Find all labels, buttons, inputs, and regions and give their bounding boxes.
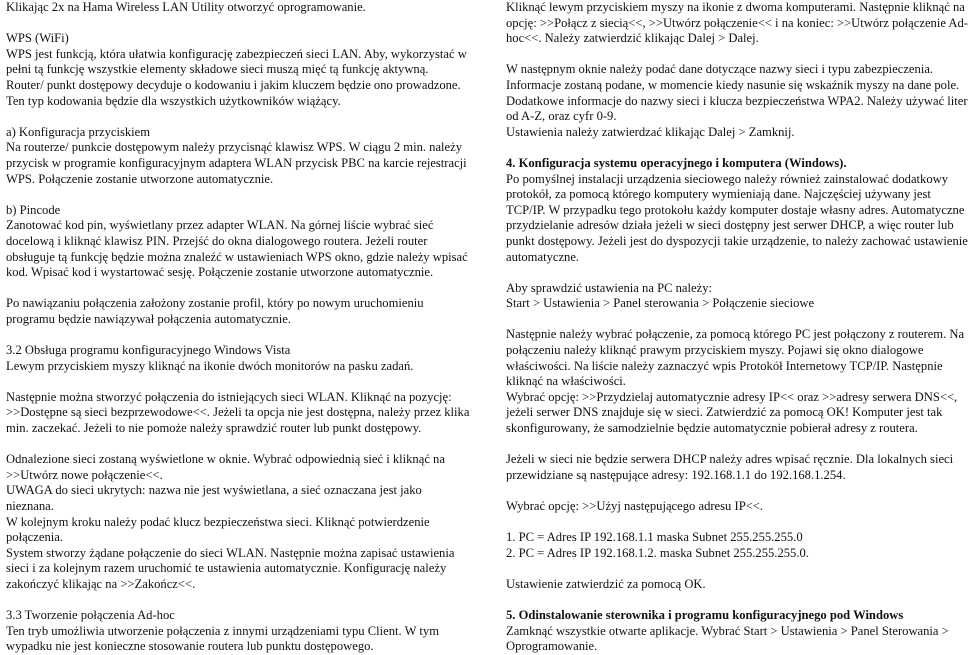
text-line: właściwości. Na liście należy zaznaczyć wpis Protokół Internetowy TCP/IP. Następnie xyxy=(506,358,943,373)
uninstall-paragraph xyxy=(506,624,956,655)
section-heading: 3.2 Obsługa programu konfiguracyjnego Windows Vista xyxy=(6,343,291,358)
text-line: Ten tryb umożliwia utworzenie połączenia z innymi urządzeniami typu Client. W tym xyxy=(6,623,440,638)
confirm-paragraph xyxy=(506,577,956,593)
text-line: Klikając 2x na Hama Wireless LAN Utility otworzyć oprogramowanie. xyxy=(6,0,366,14)
text-line: punkt dostępowy. Jeżeli jest do dyspozycji takie urządzenie, to należy zachować ustawienie xyxy=(506,233,968,248)
text-line: kliknąć na właściwości. xyxy=(506,374,626,389)
text-line: Zanotować kod pin, wyświetlany przez adapter WLAN. Na górnej liście wybrać sieć xyxy=(6,218,434,233)
text-line: Następnie należy wybrać połączenie, za pomocą którego PC jest połączony z routerem. Na xyxy=(506,327,965,342)
list-item: 1. PC = Adres IP 192.168.1.1 maska Subnet 255.255.255.0 xyxy=(506,530,803,545)
text-line: Router/ punkt dostępowy decyduje o kodowaniu i jakim kluczem będzie ono prowadzone. xyxy=(6,77,461,92)
text-line: Po nawiązaniu połączenia założony zostanie profil, który po nowym uruchomieniu xyxy=(6,296,424,311)
subsection-label: b) Pincode xyxy=(6,202,61,217)
text-line: Wybrać opcję: >>Użyj następującego adresu IP<<. xyxy=(506,499,764,513)
text-line: Ustawienie zatwierdzić za pomocą OK. xyxy=(506,576,706,591)
wps-paragraph xyxy=(6,31,476,109)
text-line: połączenia. xyxy=(6,530,63,545)
text-line: Kliknąć lewym przyciskiem myszy na ikonie z dwoma komputerami. Następnie kliknąć na xyxy=(506,0,965,14)
text-line: Oprogramowanie. xyxy=(506,639,598,654)
adhoc-paragraph xyxy=(6,608,476,655)
adhoc-steps-paragraph xyxy=(506,0,968,47)
text-line: hoc<<. Należy zatwierdzić klikając Dalej > Dalej. xyxy=(506,31,759,46)
menu-path: Start > Ustawienia > Panel sterowania > Połączenie sieciowe xyxy=(506,296,815,311)
text-line: nieznana. xyxy=(6,499,54,513)
section-4-heading: 4. Konfiguracja systemu operacyjnego i komputera (Windows). xyxy=(506,155,847,170)
list-item: 2. PC = Adres IP 192.168.1.2. maska Subnet 255.255.255.0. xyxy=(506,545,809,560)
text-line: przewidziane są następujące adresy: 192.168.1.1 do 192.168.1.254. xyxy=(506,467,846,482)
section-heading: 3.3 Tworzenie połączenia Ad-hoc xyxy=(6,608,175,623)
text-line: od A-Z, oraz cyfr 0-9. xyxy=(506,109,617,124)
text-line: W następnym oknie należy podać dane dotyczące nazwy sieci i typu zabezpieczenia. xyxy=(506,62,934,77)
found-networks-paragraph xyxy=(6,452,476,592)
text-line: protokół, za pomocą którego komputery wymieniają dane. Najczęściej używany jest xyxy=(506,187,931,202)
left-column xyxy=(6,0,476,654)
text-line: jeżeli serwer DNS znajduje się w sieci. Zatwierdzić za pomocą OK! Komputer jest tak xyxy=(506,405,943,420)
text-line: docelową i kliknąć klawisz PIN. Przejść do okna dialogowego routera. Jeżeli router xyxy=(6,233,428,248)
text-line: obsługuje tą funkcję będzie można znaleźć w ustawieniach WPS okno, gdzie należy wpisać xyxy=(6,249,468,264)
text-line: skonfigurowany, że samodzielnie będzie automatycznie pobierał adresy z routera. xyxy=(506,421,918,436)
text-line: przycisk w programie konfiguracyjnym adaptera WLAN przycisk PBC na karcie rejestracji xyxy=(6,155,467,170)
use-ip-paragraph xyxy=(506,499,956,515)
manual-ip-paragraph xyxy=(506,452,956,483)
text-line: Ten typ kodowania będzie dla wszystkich użytkowników wiążący. xyxy=(6,93,341,108)
button-config-paragraph xyxy=(6,125,476,187)
text-line: połączeniu należy kliknąć prawym przyciskiem myszy. Pojawi się okno dialogowe xyxy=(506,343,924,358)
text-line: sieci i za kolejnym razem uruchomić te ustawienia automatycznie. Konfigurację należy xyxy=(6,561,447,576)
text-line: min. zaczekać. Jeżeli to nie pomoże należy sprawdzić router lub punkt dostępowy. xyxy=(6,421,422,436)
text-line: >>Dostępne są sieci bezprzewodowe<<. Jeżeli ta opcja nie jest dostępna, należy przez klika xyxy=(6,405,470,420)
text-line: Odnalezione sieci zostaną wyświetlone w oknie. Wybrać odpowiednią sieć i kliknąć na xyxy=(6,452,445,467)
text-line: zakończyć klikając na >>Zakończ<<. xyxy=(6,576,196,591)
check-settings-paragraph xyxy=(506,281,956,312)
text-line: W kolejnym kroku należy podać klucz bezpieczeństwa sieci. Kliknąć potwierdzenie xyxy=(6,514,430,529)
text-line: Dodatkowe informacje do nazwy sieci i klucza bezpieczeństwa WPA2. Należy używać liter xyxy=(506,93,968,108)
text-line: opcję: >>Połącz z siecią<<, >>Utwórz połączenie<< i na koniec: >>Utwórz połączenie Ad- xyxy=(506,15,968,30)
text-line: System stworzy żądane połączenie do sieci WLAN. Następnie można zapisać ustawienia xyxy=(6,545,455,560)
text-line: WPS. Połączenie zostanie utworzone automatycznie. xyxy=(6,171,274,186)
text-line: automatyczne. xyxy=(506,249,580,264)
ip-list-paragraph xyxy=(506,530,956,561)
text-line: wypadku nie jest konieczne stosowanie routera lub punktu dostępowego. xyxy=(6,639,374,654)
text-line: Informacje zostaną podane, w momencie kiedy nasunie się wskaźnik myszy na dane pole. xyxy=(506,77,960,92)
text-line: >>Utwórz nowe połączenie<<. xyxy=(6,467,163,482)
select-connection-paragraph xyxy=(506,327,965,436)
section-label: WPS (WiFi) xyxy=(6,31,69,46)
network-name-paragraph xyxy=(506,62,968,140)
text-line: Wybrać opcję: >>Przydzielaj automatycznie adresy IP<< oraz >>adresy serwera DNS<<, xyxy=(506,389,958,404)
vista-paragraph xyxy=(6,343,476,374)
text-line: pełni tą funkcję wszystkie elementy składowe sieci muszą mięć tą funkcję aktywną. xyxy=(6,62,429,77)
text-line: przydzielanie adresów działa jeżeli w sieci dostępny jest serwer DHCP, a więc router lub xyxy=(506,218,954,233)
text-line: Zamknąć wszystkie otwarte aplikacje. Wybrać Start > Ustawienia > Panel Sterowania > xyxy=(506,623,949,638)
subsection-label: a) Konfiguracja przyciskiem xyxy=(6,124,151,139)
tcpip-paragraph xyxy=(506,171,968,266)
text-line: UWAGA do sieci ukrytych: nazwa nie jest wyświetlana, a sieć oznaczana jest jako xyxy=(6,483,422,498)
section-5-heading: 5. Odinstalowanie sterownika i programu konfiguracyjnego pod Windows xyxy=(506,608,904,623)
text-line: Lewym przyciskiem myszy kliknąć na ikonie dwóch monitorów na pasku zadań. xyxy=(6,358,414,373)
intro-paragraph xyxy=(6,0,476,16)
connect-paragraph xyxy=(6,390,476,437)
text-line: Ustawienia należy zatwierdzać klikając Dalej > Zamknij. xyxy=(506,124,795,139)
text-line: kod. Wpisać kod i wystartować sesję. Połączenie zostanie utworzone automatycznie. xyxy=(6,265,434,280)
text-line: TCP/IP. W przypadku tego protokołu każdy komputer dostaje własny adres. Automatyczne xyxy=(506,202,965,217)
text-line: Aby sprawdzić ustawienia na PC należy: xyxy=(506,280,712,295)
text-line: Następnie można stworzyć połączenia do istniejących sieci WLAN. Kliknąć na pozycję: xyxy=(6,389,452,404)
text-line: programu będzie nawiązywał połączenia automatycznie. xyxy=(6,311,291,326)
pincode-paragraph xyxy=(6,203,476,281)
text-line: Na routerze/ punkcie dostępowym należy przycisnąć klawisz WPS. W ciągu 2 min. należy xyxy=(6,140,463,155)
profile-paragraph xyxy=(6,296,476,327)
right-column xyxy=(506,0,968,654)
text-line: WPS jest funkcją, która ułatwia konfigurację zabezpieczeń sieci LAN. Aby, wykorzystać w xyxy=(6,46,467,61)
text-line: Po pomyślnej instalacji urządzenia sieciowego należy również zainstalować dodatkowy xyxy=(506,171,949,186)
text-line: Jeżeli w sieci nie będzie serwera DHCP należy adres wpisać ręcznie. Dla lokalnych sieci xyxy=(506,452,954,467)
